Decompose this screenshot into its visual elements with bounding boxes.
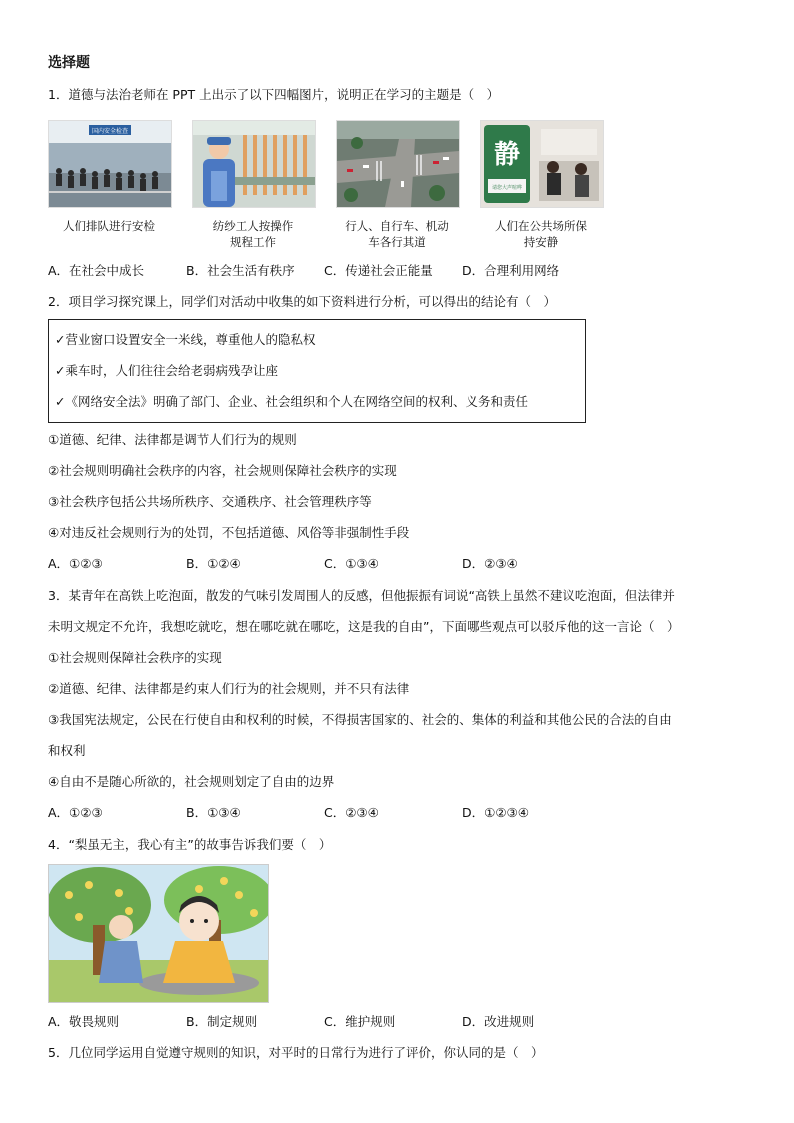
q4-option-b[interactable]: B．制定规则 — [186, 1014, 258, 1029]
q4-option-c[interactable]: C．维护规则 — [324, 1014, 396, 1029]
q2-box-item-3: ✓《网络安全法》明确了部门、企业、社会组织和个人在网络空间的权利、义务和责任 — [55, 394, 528, 409]
q1-stem: 1．道德与法治老师在 PPT 上出示了以下四幅图片，说明正在学习的主题是（ ） — [48, 87, 500, 102]
q2-material-box — [48, 319, 586, 423]
q1-image-security-queue — [48, 120, 172, 208]
q1-caption-4-line1: 人们在公共场所保 — [495, 219, 587, 233]
q1-option-d[interactable]: D．合理利用网络 — [462, 263, 560, 278]
q2-box-item-1: ✓营业窗口设置安全一米线，尊重他人的隐私权 — [55, 332, 316, 347]
q1-option-c[interactable]: C．传递社会正能量 — [324, 263, 433, 278]
q3-stem-line2: 未明文规定不允许，我想吃就吃，想在哪吃就在哪吃，这是我的自由”，下面哪些观点可以驳斥他的这一言论（ ） — [48, 619, 680, 634]
q1-sign-text: 国内安全检查 — [91, 128, 129, 135]
q1-option-b[interactable]: B．社会生活有秩序 — [186, 263, 295, 278]
q1-image-textile-worker — [192, 120, 316, 208]
q4-story-illustration — [48, 864, 269, 1003]
q3-statement-2: ②道德、纪律、法律都是约束人们行为的社会规则，并不只有法律 — [48, 681, 410, 696]
q1-caption-3 — [332, 218, 462, 250]
q4-stem: 4．“梨虽无主，我心有主”的故事告诉我们要（ ） — [48, 837, 332, 852]
section-title: 选择题 — [48, 55, 90, 71]
q3-option-d[interactable]: D．①②③④ — [462, 805, 529, 820]
q2-option-d[interactable]: D．②③④ — [462, 556, 518, 571]
q5-stem: 5．几位同学运用自觉遵守规则的知识，对平时的日常行为进行了评价，你认同的是（ ） — [48, 1045, 544, 1060]
q3-option-a[interactable]: A．①②③ — [48, 805, 103, 820]
q2-statement-1: ①道德、纪律、法律都是调节人们行为的规则 — [48, 432, 297, 447]
q1-caption-2 — [188, 218, 318, 250]
q2-statement-4: ④对违反社会规则行为的处罚，不包括道德、风俗等非强制性手段 — [48, 525, 410, 540]
q3-statement-3-line1: ③我国宪法规定，公民在行使自由和权利的时候，不得损害国家的、社会的、集体的利益和其他公民的合法的自由 — [48, 712, 672, 727]
q2-stem: 2．项目学习探究课上，同学们对活动中收集的如下资料进行分析，可以得出的结论有（ ） — [48, 294, 556, 309]
q4-option-a[interactable]: A．敬畏规则 — [48, 1014, 120, 1029]
q3-statement-3-line2: 和权利 — [48, 743, 86, 758]
q1-image-quiet-sign — [480, 120, 604, 208]
q1-caption-2-line2: 规程工作 — [230, 235, 276, 249]
q3-statement-1: ①社会规则保障社会秩序的实现 — [48, 650, 222, 665]
q1-caption-4 — [476, 218, 606, 250]
q3-stem-line1: 3．某青年在高铁上吃泡面，散发的气味引发周围人的反感，但他振振有词说“高铁上虽然不建议吃泡面，但法律并 — [48, 588, 675, 603]
q1-caption-2-line1: 纺纱工人按操作 — [212, 219, 294, 233]
q2-option-a[interactable]: A．①②③ — [48, 556, 103, 571]
q3-option-b[interactable]: B．①③④ — [186, 805, 241, 820]
q2-statement-2: ②社会规则明确社会秩序的内容，社会规则保障社会秩序的实现 — [48, 463, 397, 478]
q2-option-b[interactable]: B．①②④ — [186, 556, 241, 571]
q1-option-a[interactable]: A．在社会中成长 — [48, 263, 145, 278]
q2-box-item-2: ✓乘车时，人们往往会给老弱病残孕让座 — [55, 363, 278, 378]
q1-caption-3-line2: 车各行其道 — [368, 235, 426, 249]
q1-caption-4-line2: 持安静 — [523, 235, 559, 249]
q1-caption-1-line1: 人们排队进行安检 — [63, 219, 155, 233]
q4-option-d[interactable]: D．改进规则 — [462, 1014, 535, 1029]
q3-statement-4: ④自由不是随心所欲的，社会规则划定了自由的边界 — [48, 774, 335, 789]
q2-statement-3: ③社会秩序包括公共场所秩序、交通秩序、社会管理秩序等 — [48, 494, 372, 509]
quiet-sign-char: 静 — [493, 140, 521, 170]
quiet-sign-subtext: 请您大声喧哗 — [491, 185, 523, 191]
q1-caption-3-line1: 行人、自行车、机动 — [345, 219, 449, 233]
q3-option-c[interactable]: C．②③④ — [324, 805, 379, 820]
q2-option-c[interactable]: C．①③④ — [324, 556, 379, 571]
q1-caption-1 — [44, 218, 174, 234]
q1-image-traffic-intersection — [336, 120, 460, 208]
